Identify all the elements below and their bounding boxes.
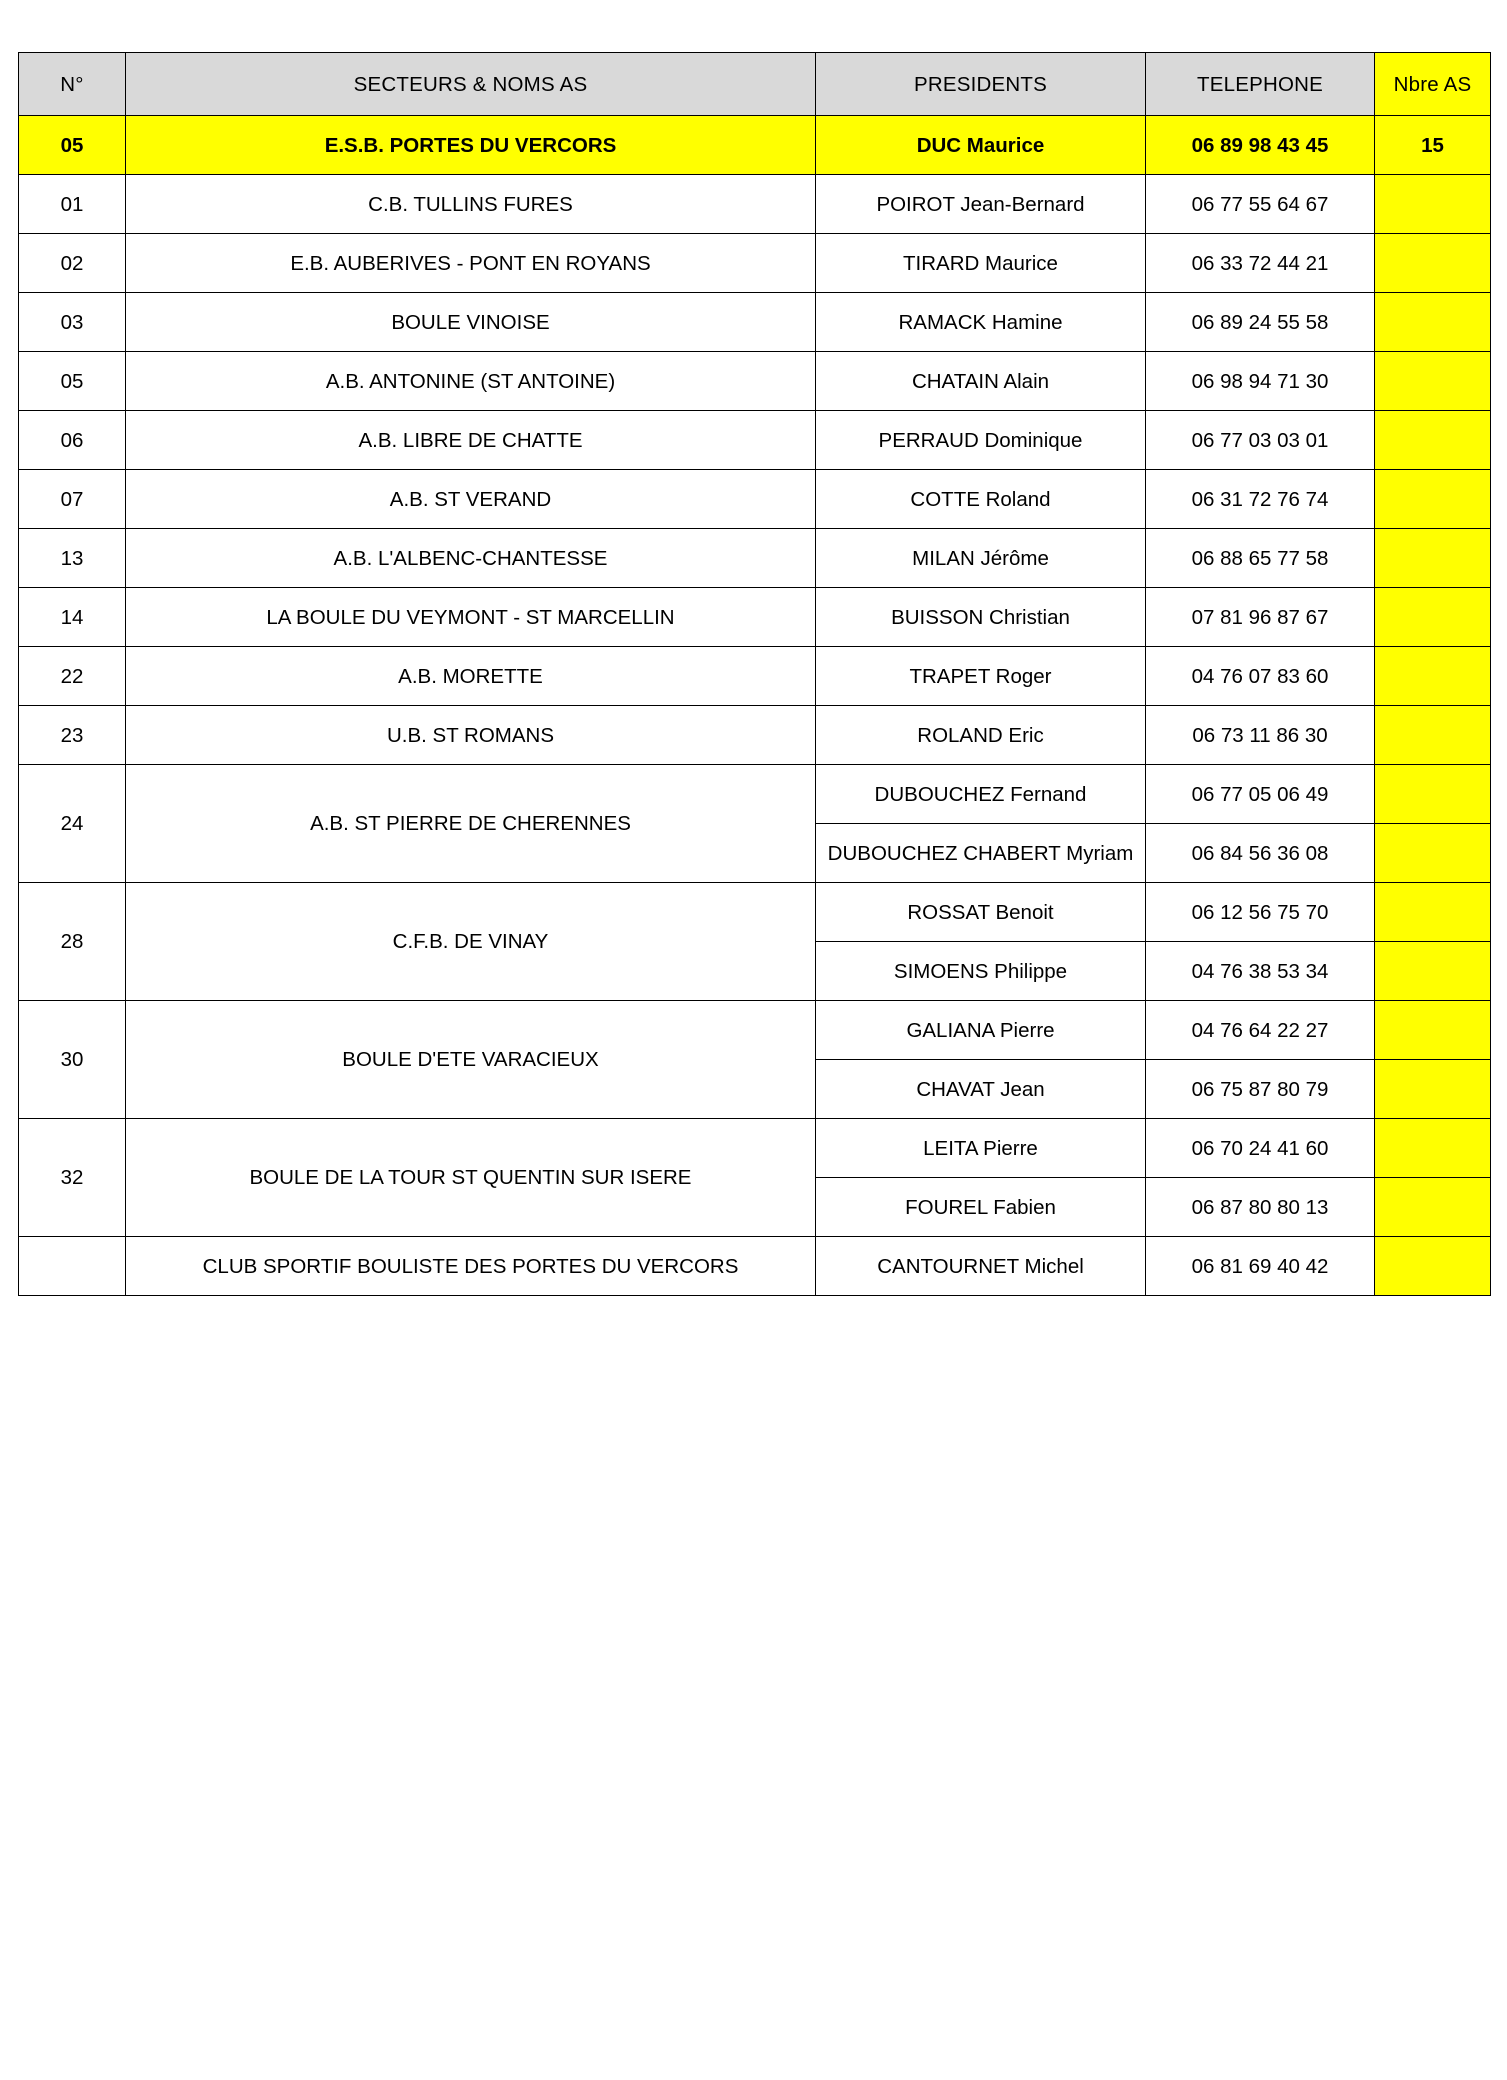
cell-president: RAMACK Hamine (816, 293, 1146, 352)
cell-president: CHAVAT Jean (816, 1060, 1146, 1119)
cell-telephone: 04 76 64 22 27 (1146, 1001, 1375, 1060)
cell-name: A.B. ANTONINE (ST ANTOINE) (126, 352, 816, 411)
cell-name: A.B. LIBRE DE CHATTE (126, 411, 816, 470)
cell-telephone: 04 76 38 53 34 (1146, 942, 1375, 1001)
table-row (19, 647, 1491, 706)
table-row (19, 411, 1491, 470)
cell-num: 07 (19, 470, 126, 529)
cell-num: 24 (19, 765, 126, 883)
cell-nbre-as (1375, 234, 1491, 293)
cell-president: LEITA Pierre (816, 1119, 1146, 1178)
cell-name: U.B. ST ROMANS (126, 706, 816, 765)
table-row (19, 293, 1491, 352)
column-header-pres: PRESIDENTS (816, 53, 1146, 116)
cell-telephone: 06 89 98 43 45 (1146, 116, 1375, 175)
cell-telephone: 06 73 11 86 30 (1146, 706, 1375, 765)
cell-nbre-as (1375, 352, 1491, 411)
cell-nbre-as (1375, 529, 1491, 588)
cell-nbre-as (1375, 942, 1491, 1001)
cell-nbre-as (1375, 175, 1491, 234)
table-row (19, 883, 1491, 942)
cell-num (19, 1237, 126, 1296)
cell-num: 06 (19, 411, 126, 470)
cell-nbre-as (1375, 1178, 1491, 1237)
cell-telephone: 06 87 80 80 13 (1146, 1178, 1375, 1237)
cell-num: 30 (19, 1001, 126, 1119)
table-row (19, 765, 1491, 824)
cell-president: DUC Maurice (816, 116, 1146, 175)
table-row (19, 706, 1491, 765)
cell-nbre-as (1375, 411, 1491, 470)
cell-president: FOUREL Fabien (816, 1178, 1146, 1237)
column-header-tel: TELEPHONE (1146, 53, 1375, 116)
table-row-highlighted (19, 116, 1491, 175)
table-row (19, 175, 1491, 234)
cell-name: BOULE D'ETE VARACIEUX (126, 1001, 816, 1119)
cell-nbre-as (1375, 1060, 1491, 1119)
cell-president: DUBOUCHEZ CHABERT Myriam (816, 824, 1146, 883)
cell-president: PERRAUD Dominique (816, 411, 1146, 470)
cell-num: 05 (19, 352, 126, 411)
cell-telephone: 04 76 07 83 60 (1146, 647, 1375, 706)
cell-president: BUISSON Christian (816, 588, 1146, 647)
cell-num: 03 (19, 293, 126, 352)
cell-nbre-as (1375, 824, 1491, 883)
cell-president: TRAPET Roger (816, 647, 1146, 706)
table-header (19, 53, 1491, 116)
cell-nbre-as (1375, 1119, 1491, 1178)
cell-president: DUBOUCHEZ Fernand (816, 765, 1146, 824)
cell-name: BOULE VINOISE (126, 293, 816, 352)
cell-name: E.B. AUBERIVES - PONT EN ROYANS (126, 234, 816, 293)
cell-nbre-as (1375, 470, 1491, 529)
table-row (19, 1237, 1491, 1296)
cell-nbre-as (1375, 1237, 1491, 1296)
column-header-num: N° (19, 53, 126, 116)
cell-president: POIROT Jean-Bernard (816, 175, 1146, 234)
cell-president: ROSSAT Benoit (816, 883, 1146, 942)
header-row (19, 53, 1491, 116)
cell-telephone: 06 31 72 76 74 (1146, 470, 1375, 529)
cell-nbre-as: 15 (1375, 116, 1491, 175)
cell-nbre-as (1375, 647, 1491, 706)
cell-num: 02 (19, 234, 126, 293)
cell-telephone: 06 77 55 64 67 (1146, 175, 1375, 234)
table-row (19, 1119, 1491, 1178)
cell-president: CHATAIN Alain (816, 352, 1146, 411)
table-row (19, 1001, 1491, 1060)
cell-telephone: 06 75 87 80 79 (1146, 1060, 1375, 1119)
cell-num: 01 (19, 175, 126, 234)
cell-name: C.B. TULLINS FURES (126, 175, 816, 234)
cell-num: 22 (19, 647, 126, 706)
cell-num: 32 (19, 1119, 126, 1237)
table-body (19, 116, 1491, 1296)
cell-telephone: 06 89 24 55 58 (1146, 293, 1375, 352)
cell-name: CLUB SPORTIF BOULISTE DES PORTES DU VERCORS (126, 1237, 816, 1296)
cell-telephone: 07 81 96 87 67 (1146, 588, 1375, 647)
cell-nbre-as (1375, 1001, 1491, 1060)
cell-telephone: 06 84 56 36 08 (1146, 824, 1375, 883)
cell-telephone: 06 88 65 77 58 (1146, 529, 1375, 588)
cell-telephone: 06 70 24 41 60 (1146, 1119, 1375, 1178)
cell-president: ROLAND Eric (816, 706, 1146, 765)
column-header-nbre: Nbre AS (1375, 53, 1491, 116)
cell-num: 13 (19, 529, 126, 588)
cell-president: CANTOURNET Michel (816, 1237, 1146, 1296)
cell-name: LA BOULE DU VEYMONT - ST MARCELLIN (126, 588, 816, 647)
cell-telephone: 06 81 69 40 42 (1146, 1237, 1375, 1296)
cell-name: A.B. MORETTE (126, 647, 816, 706)
cell-nbre-as (1375, 293, 1491, 352)
cell-president: COTTE Roland (816, 470, 1146, 529)
table-row (19, 588, 1491, 647)
cell-president: TIRARD Maurice (816, 234, 1146, 293)
associations-table (18, 52, 1491, 1296)
cell-telephone: 06 33 72 44 21 (1146, 234, 1375, 293)
cell-president: GALIANA Pierre (816, 1001, 1146, 1060)
cell-num: 14 (19, 588, 126, 647)
cell-nbre-as (1375, 706, 1491, 765)
cell-nbre-as (1375, 588, 1491, 647)
table-row (19, 234, 1491, 293)
cell-nbre-as (1375, 765, 1491, 824)
cell-telephone: 06 77 05 06 49 (1146, 765, 1375, 824)
cell-telephone: 06 98 94 71 30 (1146, 352, 1375, 411)
cell-num: 23 (19, 706, 126, 765)
column-header-name: SECTEURS & NOMS AS (126, 53, 816, 116)
cell-name: A.B. ST PIERRE DE CHERENNES (126, 765, 816, 883)
cell-name: BOULE DE LA TOUR ST QUENTIN SUR ISERE (126, 1119, 816, 1237)
cell-name: E.S.B. PORTES DU VERCORS (126, 116, 816, 175)
table-row (19, 470, 1491, 529)
cell-nbre-as (1375, 883, 1491, 942)
table-row (19, 352, 1491, 411)
cell-name: C.F.B. DE VINAY (126, 883, 816, 1001)
cell-name: A.B. ST VERAND (126, 470, 816, 529)
cell-num: 05 (19, 116, 126, 175)
cell-president: SIMOENS Philippe (816, 942, 1146, 1001)
cell-telephone: 06 12 56 75 70 (1146, 883, 1375, 942)
cell-num: 28 (19, 883, 126, 1001)
cell-name: A.B. L'ALBENC-CHANTESSE (126, 529, 816, 588)
table-row (19, 529, 1491, 588)
cell-president: MILAN Jérôme (816, 529, 1146, 588)
cell-telephone: 06 77 03 03 01 (1146, 411, 1375, 470)
